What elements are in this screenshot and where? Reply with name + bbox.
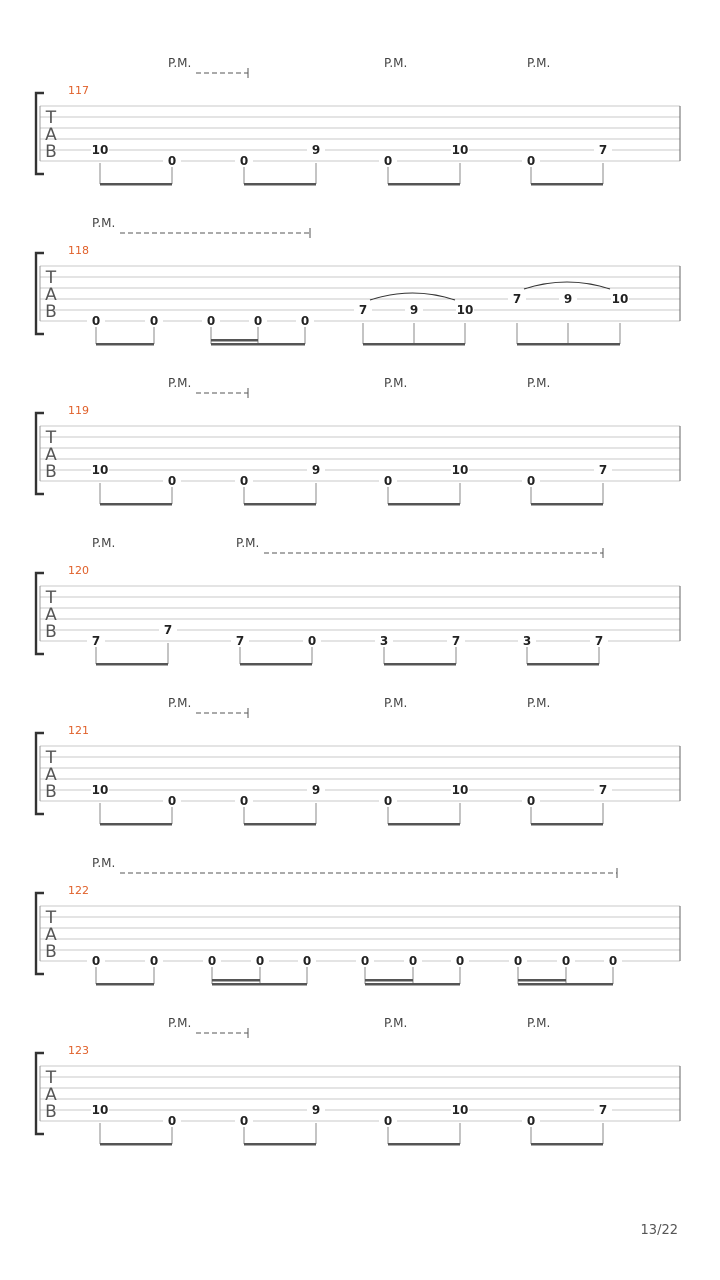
fret-number: 10 — [91, 1103, 109, 1117]
tab-clef-letter: B — [45, 942, 57, 962]
fret-number: 7 — [598, 783, 608, 797]
palm-mute-label: P.M. — [168, 1016, 192, 1030]
tab-clef-letter: B — [45, 142, 57, 162]
tab-clef-letter: B — [45, 302, 57, 322]
tab-clef-letter: A — [45, 445, 57, 465]
tab-clef-letter: T — [45, 748, 57, 768]
tab-clef-letter: A — [45, 925, 57, 945]
fret-number: 7 — [598, 463, 608, 477]
palm-mute-label: P.M. — [92, 856, 116, 870]
fret-number: 0 — [526, 474, 536, 488]
measure-number: 119 — [68, 404, 89, 417]
palm-mute-label: P.M. — [168, 56, 192, 70]
fret-number: 3 — [522, 634, 532, 648]
beam — [388, 1143, 460, 1146]
beam — [384, 663, 456, 666]
fret-number: 9 — [311, 783, 321, 797]
fret-number: 10 — [91, 463, 109, 477]
beam — [517, 343, 620, 346]
beam — [244, 823, 316, 826]
fret-number: 0 — [206, 314, 216, 328]
fret-number: 0 — [360, 954, 370, 968]
beam — [96, 343, 154, 346]
fret-number: 10 — [611, 292, 629, 306]
fret-number: 0 — [307, 634, 317, 648]
tab-clef-letter: B — [45, 1102, 57, 1122]
fret-number: 0 — [526, 794, 536, 808]
beam — [96, 983, 154, 986]
fret-number: 10 — [91, 143, 109, 157]
tab-clef-letter: A — [45, 605, 57, 625]
fret-number: 0 — [561, 954, 571, 968]
fret-number: 0 — [526, 154, 536, 168]
fret-number: 0 — [149, 314, 159, 328]
beam — [531, 823, 603, 826]
fret-number: 10 — [451, 1103, 469, 1117]
fret-number: 10 — [456, 303, 474, 317]
fret-number: 0 — [239, 474, 249, 488]
fret-number: 10 — [91, 783, 109, 797]
fret-number: 7 — [512, 292, 522, 306]
page-number: 13/22 — [640, 1223, 678, 1238]
beam — [363, 343, 465, 346]
fret-number: 0 — [239, 794, 249, 808]
beam — [388, 503, 460, 506]
measure-number: 120 — [68, 564, 89, 577]
fret-number: 9 — [409, 303, 419, 317]
palm-mute-label: P.M. — [527, 56, 551, 70]
fret-number: 0 — [383, 474, 393, 488]
fret-number: 0 — [239, 1114, 249, 1128]
fret-number: 7 — [358, 303, 368, 317]
fret-number: 7 — [594, 634, 604, 648]
tab-clef-letter: T — [45, 588, 57, 608]
palm-mute-label: P.M. — [92, 536, 116, 550]
fret-number: 10 — [451, 463, 469, 477]
tab-clef-letter: A — [45, 125, 57, 145]
fret-number: 7 — [598, 143, 608, 157]
fret-number: 0 — [383, 1114, 393, 1128]
tab-clef-letter: A — [45, 1085, 57, 1105]
fret-number: 0 — [167, 794, 177, 808]
fret-number: 0 — [455, 954, 465, 968]
fret-number: 9 — [311, 1103, 321, 1117]
fret-number: 0 — [167, 1114, 177, 1128]
beam — [518, 983, 613, 986]
fret-number: 9 — [311, 143, 321, 157]
measure-number: 123 — [68, 1044, 89, 1057]
beam — [211, 343, 305, 346]
secondary-beam — [212, 979, 260, 982]
secondary-beam — [211, 339, 258, 342]
tab-clef-letter: A — [45, 765, 57, 785]
fret-number: 0 — [383, 154, 393, 168]
tab-clef-letter: T — [45, 908, 57, 928]
beam — [240, 663, 312, 666]
fret-number: 10 — [451, 783, 469, 797]
tab-clef-letter: T — [45, 1068, 57, 1088]
palm-mute-label: P.M. — [236, 536, 260, 550]
beam — [100, 503, 172, 506]
palm-mute-label: P.M. — [384, 376, 408, 390]
fret-number: 0 — [608, 954, 618, 968]
beam — [527, 663, 599, 666]
palm-mute-label: P.M. — [92, 216, 116, 230]
beam — [531, 1143, 603, 1146]
tab-clef-letter: B — [45, 782, 57, 802]
beam — [244, 503, 316, 506]
fret-number: 0 — [513, 954, 523, 968]
fret-number: 0 — [167, 154, 177, 168]
secondary-beam — [518, 979, 566, 982]
fret-number: 9 — [563, 292, 573, 306]
beam — [212, 983, 307, 986]
tab-clef-letter: B — [45, 462, 57, 482]
palm-mute-label: P.M. — [168, 696, 192, 710]
fret-number: 7 — [235, 634, 245, 648]
beam — [365, 983, 460, 986]
beam — [388, 183, 460, 186]
fret-number: 0 — [91, 314, 101, 328]
measure-number: 118 — [68, 244, 89, 257]
beam — [244, 183, 316, 186]
fret-number: 0 — [526, 1114, 536, 1128]
tab-clef-letter: T — [45, 268, 57, 288]
fret-number: 7 — [451, 634, 461, 648]
beam — [244, 1143, 316, 1146]
fret-number: 0 — [255, 954, 265, 968]
palm-mute-label: P.M. — [384, 696, 408, 710]
palm-mute-label: P.M. — [527, 696, 551, 710]
measure-number: 117 — [68, 84, 89, 97]
fret-number: 7 — [163, 623, 173, 637]
fret-number: 10 — [451, 143, 469, 157]
beam — [100, 1143, 172, 1146]
fret-number: 7 — [91, 634, 101, 648]
fret-number: 0 — [239, 154, 249, 168]
tab-clef-letter: T — [45, 108, 57, 128]
beam — [100, 183, 172, 186]
measure-number: 121 — [68, 724, 89, 737]
fret-number: 0 — [408, 954, 418, 968]
palm-mute-label: P.M. — [527, 1016, 551, 1030]
fret-number: 9 — [311, 463, 321, 477]
fret-number: 0 — [383, 794, 393, 808]
beam — [531, 183, 603, 186]
fret-number: 7 — [598, 1103, 608, 1117]
fret-number: 3 — [379, 634, 389, 648]
fret-number: 0 — [91, 954, 101, 968]
palm-mute-label: P.M. — [168, 376, 192, 390]
fret-number: 0 — [300, 314, 310, 328]
beam — [96, 663, 168, 666]
beam — [100, 823, 172, 826]
fret-number: 0 — [207, 954, 217, 968]
secondary-beam — [365, 979, 413, 982]
tab-clef-letter: A — [45, 285, 57, 305]
fret-number: 0 — [149, 954, 159, 968]
fret-number: 0 — [302, 954, 312, 968]
beam — [531, 503, 603, 506]
palm-mute-label: P.M. — [384, 1016, 408, 1030]
palm-mute-label: P.M. — [527, 376, 551, 390]
fret-number: 0 — [253, 314, 263, 328]
measure-number: 122 — [68, 884, 89, 897]
tab-clef-letter: B — [45, 622, 57, 642]
palm-mute-label: P.M. — [384, 56, 408, 70]
beam — [388, 823, 460, 826]
tab-clef-letter: T — [45, 428, 57, 448]
fret-number: 0 — [167, 474, 177, 488]
